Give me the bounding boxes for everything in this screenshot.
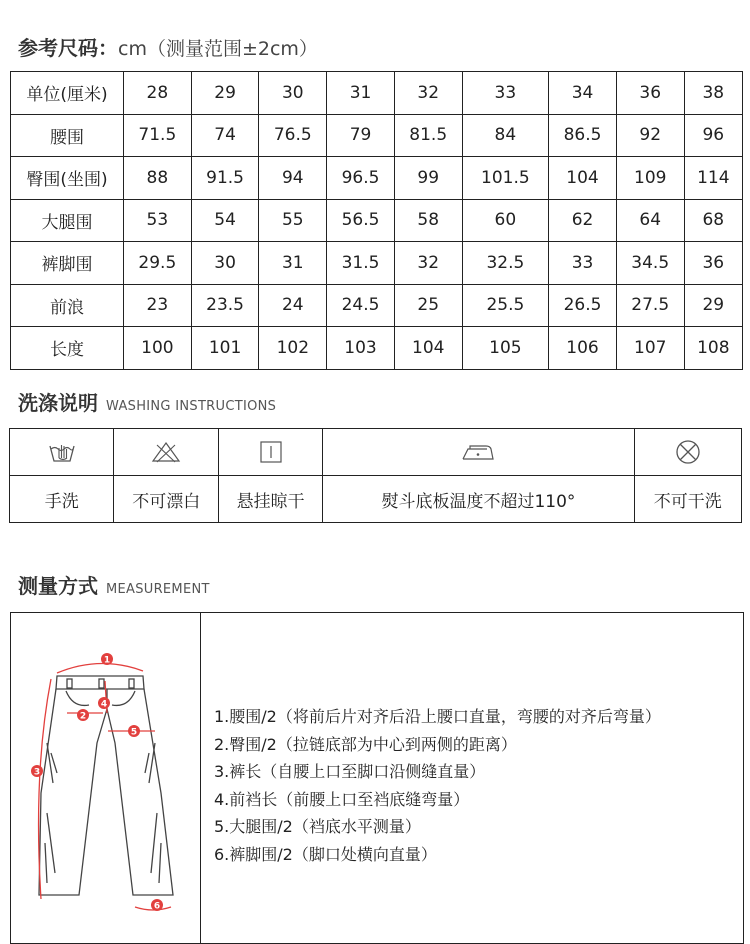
table-cell: 107: [616, 327, 684, 370]
table-row: [11, 327, 743, 370]
iron-icon: [460, 440, 496, 464]
table-cell: 60: [462, 199, 549, 242]
size-table-header-row: [11, 72, 743, 115]
table-cell: 76.5: [259, 114, 327, 157]
marker-5: 5: [130, 727, 138, 738]
marker-1: 1: [103, 655, 111, 666]
table-cell: 25.5: [462, 284, 549, 327]
header-cell: 单位(厘米): [11, 72, 124, 115]
table-cell: 104: [549, 157, 617, 200]
measure-section-title: 测量方式 MEASUREMENT: [18, 574, 210, 598]
hand-wash-icon: [47, 440, 77, 464]
table-cell: 33: [549, 242, 617, 285]
wash-section-title-en: WASHING INSTRUCTIONS: [106, 399, 277, 414]
table-cell: 64: [616, 199, 684, 242]
header-cell: 36: [616, 72, 684, 115]
header-cell: 28: [124, 72, 192, 115]
table-cell: 74: [191, 114, 259, 157]
table-cell: 102: [259, 327, 327, 370]
header-cell: 32: [394, 72, 462, 115]
table-cell: 103: [327, 327, 395, 370]
table-cell: 68: [684, 199, 742, 242]
instruction-item: 5.大腿围/2（裆底水平测量）: [214, 817, 421, 836]
table-cell: 101: [191, 327, 259, 370]
header-cell: 33: [462, 72, 549, 115]
table-cell: 24: [259, 284, 327, 327]
marker-3: 3: [33, 767, 41, 778]
measure-section-title-en: MEASUREMENT: [106, 582, 210, 597]
table-cell: 36: [684, 242, 742, 285]
table-cell: 96: [684, 114, 742, 157]
table-cell: 32: [394, 242, 462, 285]
table-row: [11, 157, 743, 200]
table-cell: 100: [124, 327, 192, 370]
header-cell: 30: [259, 72, 327, 115]
table-cell: 56.5: [327, 199, 395, 242]
table-cell: 23.5: [191, 284, 259, 327]
wash-icon-cell: [218, 429, 322, 476]
table-cell: 53: [124, 199, 192, 242]
table-cell: 79: [327, 114, 395, 157]
wash-icon-cell: [634, 429, 742, 476]
table-cell: 104: [394, 327, 462, 370]
size-section-title: 参考尺码：cm（测量范围±2cm）: [18, 36, 318, 60]
no-dry-clean-icon: [673, 439, 703, 465]
table-cell: 58: [394, 199, 462, 242]
table-cell: 71.5: [124, 114, 192, 157]
table-cell: 23: [124, 284, 192, 327]
table-cell: 94: [259, 157, 327, 200]
table-cell: 86.5: [549, 114, 617, 157]
table-cell: 31.5: [327, 242, 395, 285]
table-cell: 27.5: [616, 284, 684, 327]
table-cell: 88: [124, 157, 192, 200]
table-cell: 92: [616, 114, 684, 157]
size-section-subtitle: cm（测量范围±2cm）: [118, 38, 318, 60]
no-bleach-icon: [151, 440, 181, 464]
header-cell: 38: [684, 72, 742, 115]
instruction-item: 1.腰围/2（将前后片对齐后沿上腰口直量，弯腰的对齐后弯量）: [214, 707, 661, 726]
pants-diagram: [11, 613, 200, 943]
table-row: [11, 199, 743, 242]
table-cell: 99: [394, 157, 462, 200]
marker-2: 2: [79, 711, 87, 722]
table-cell: 96.5: [327, 157, 395, 200]
wash-icon-cell: [114, 429, 218, 476]
row-label: 臀围(坐围): [11, 157, 124, 200]
table-cell: 24.5: [327, 284, 395, 327]
wash-label: 悬挂晾干: [218, 476, 322, 523]
row-label: 长度: [11, 327, 124, 370]
marker-6: 6: [153, 901, 161, 912]
table-cell: 29: [684, 284, 742, 327]
table-cell: 91.5: [191, 157, 259, 200]
table-cell: 108: [684, 327, 742, 370]
wash-section-title: 洗涤说明 WASHING INSTRUCTIONS: [18, 391, 277, 415]
table-cell: 29.5: [124, 242, 192, 285]
table-cell: 62: [549, 199, 617, 242]
wash-label-row: [10, 476, 742, 523]
measure-markers: [31, 653, 163, 912]
table-cell: 26.5: [549, 284, 617, 327]
table-cell: 84: [462, 114, 549, 157]
wash-label: 不可干洗: [634, 476, 742, 523]
table-cell: 30: [191, 242, 259, 285]
wash-table: [9, 428, 742, 523]
table-cell: 25: [394, 284, 462, 327]
table-cell: 55: [259, 199, 327, 242]
table-cell: 54: [191, 199, 259, 242]
wash-icon-row: [10, 429, 742, 476]
table-cell: 34.5: [616, 242, 684, 285]
table-cell: 32.5: [462, 242, 549, 285]
table-row: [11, 242, 743, 285]
wash-label: 不可漂白: [114, 476, 218, 523]
row-label: 前浪: [11, 284, 124, 327]
table-cell: 106: [549, 327, 617, 370]
table-cell: 114: [684, 157, 742, 200]
row-label: 腰围: [11, 114, 124, 157]
instruction-item: 6.裤脚围/2（脚口处横向直量）: [214, 844, 437, 864]
hang-dry-icon: [256, 440, 286, 464]
table-cell: 101.5: [462, 157, 549, 200]
header-cell: 31: [327, 72, 395, 115]
wash-label: 熨斗底板温度不超过110°: [323, 476, 634, 523]
wash-icon-cell: [10, 429, 114, 476]
wash-label: 手洗: [10, 476, 114, 523]
instruction-item: 4.前裆长（前腰上口至裆底缝弯量）: [214, 789, 470, 809]
instruction-item: 3.裤长（自腰上口至脚口沿侧缝直量）: [214, 762, 486, 781]
table-cell: 31: [259, 242, 327, 285]
header-cell: 29: [191, 72, 259, 115]
measurement-instructions: [214, 703, 661, 868]
row-label: 大腿围: [11, 199, 124, 242]
instruction-item: 2.臀围/2（拉链底部为中心到两侧的距离）: [214, 734, 517, 754]
measurement-divider: [200, 613, 201, 943]
wash-icon-cell: [323, 429, 634, 476]
table-cell: 109: [616, 157, 684, 200]
size-table: [10, 71, 743, 370]
table-cell: 105: [462, 327, 549, 370]
table-row: [11, 284, 743, 327]
row-label: 裤脚围: [11, 242, 124, 285]
table-cell: 81.5: [394, 114, 462, 157]
header-cell: 34: [549, 72, 617, 115]
table-row: [11, 114, 743, 157]
marker-4: 4: [100, 699, 108, 710]
